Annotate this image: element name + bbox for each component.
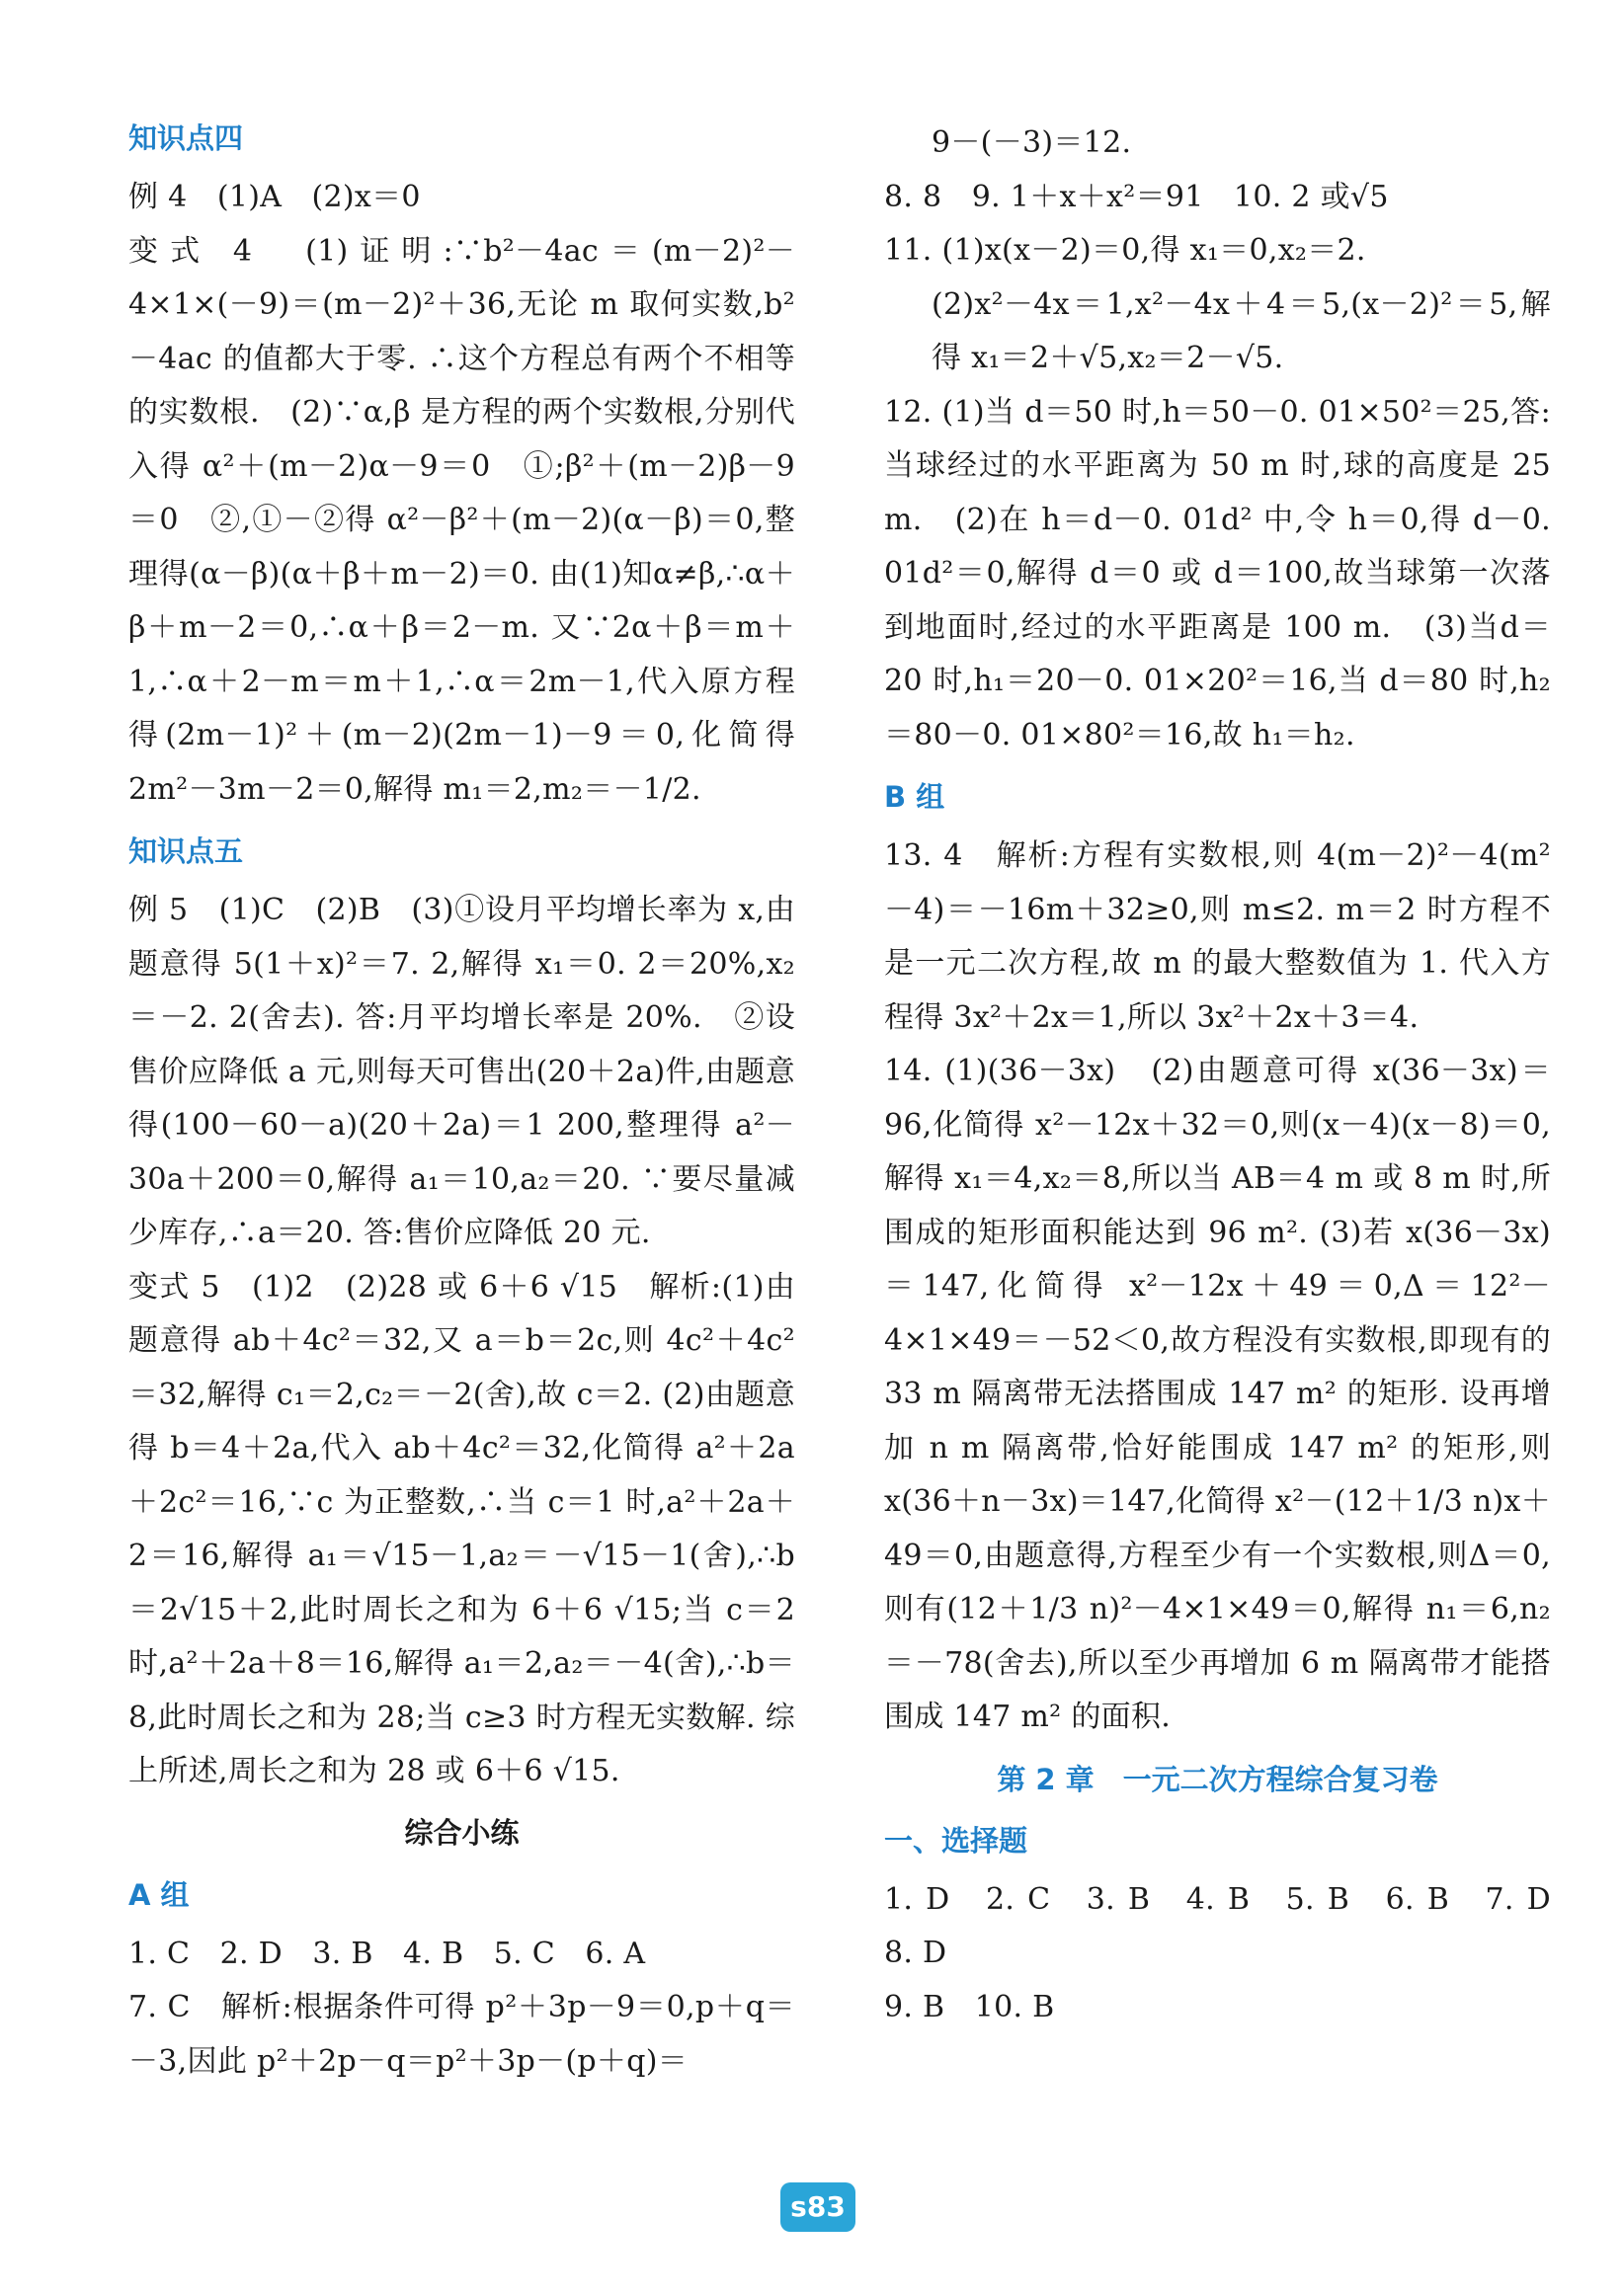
variant-4: 变式 4 (1)证明:∵b²－4ac＝(m－2)²－4×1×(－9)＝(m－2)²＋36,无论 m 取何实数,b²－4ac 的值都大于零. ∴这个方程总有两个不相等的实数根. (2)∵α,β 是方程的两个实数根,分别代入得 α²＋(m－2)α－9＝0 ①;β²＋(m－2)β－9＝0 ②,①－②得 α²－β²＋(m－2)(α－β)＝0,整理得(α－β)(α＋β＋m－2)＝0. 由(1)知α≠β,∴α＋β＋m－2＝0,∴α＋β＝2－m. 又∵2α＋β＝m＋1,∴α＋2－m＝m＋1,∴α＝2m－1,代入原方程得(2m－1)²＋(m－2)(2m－1)－9＝0,化简得 2m²－3m－2＝0,解得 m₁＝2,m₂＝－1/2. bbox=[128, 233, 795, 807]
question-11-1: 11. (1)x(x－2)＝0,得 x₁＝0,x₂＝2. bbox=[884, 233, 1366, 268]
question-13: 13. 4 解析:方程有实数根,则 4(m－2)²－4(m²－4)＝－16m＋32≥0,则 m≤2. m＝2 时方程不是一元二次方程,故 m 的最大整数值为 1. 代入方程得 3x²＋2x＝1,所以 3x²＋2x＋3＝4. bbox=[884, 838, 1551, 1035]
kp5-heading: 知识点五 bbox=[128, 834, 244, 868]
answers-8-10: 8. 8 9. 1＋x＋x²＝91 10. 2 或√5 bbox=[884, 179, 1389, 214]
question-11-2: (2)x²－4x＝1,x²－4x＋4＝5,(x－2)²＝5,解得 x₁＝2＋√5,x₂＝2－√5. bbox=[932, 286, 1551, 375]
kp4-heading: 知识点四 bbox=[128, 121, 244, 155]
question-7: 7. C 解析:根据条件可得 p²＋3p－9＝0,p＋q＝－3,因此 p²＋2p－q＝p²＋3p－(p＋q)＝ bbox=[128, 1990, 795, 2079]
variant-5: 变式 5 (1)2 (2)28 或 6＋6 √15 解析:(1)由题意得 ab＋4c²＝32,又 a＝b＝2c,则 4c²＋4c²＝32,解得 c₁＝2,c₂＝－2(舍),故 c＝2. (2)由题意得 b＝4＋2a,代入 ab＋4c²＝32,化简得 a²＋2a＋2c²＝16,∵c 为正整数,∴当 c＝1 时,a²＋2a＋2＝16,解得 a₁＝√15－1,a₂＝－√15－1(舍),∴b＝2√15＋2,此时周长之和为 6＋6 √15;当 c＝2 时,a²＋2a＋8＝16,解得 a₁＝2,a₂＝－4(舍),∴b＝8,此时周长之和为 28;当 c≥3 时方程无实数解. 综上所述,周长之和为 28 或 6＋6 √15. bbox=[128, 1269, 795, 1788]
example-4: 例 4 (1)A (2)x＝0 bbox=[128, 180, 421, 214]
left-column bbox=[128, 104, 795, 2089]
question-14: 14. (1)(36－3x) (2)由题意可得 x(36－3x)＝96,化简得 x²－12x＋32＝0,则(x－4)(x－8)＝0,解得 x₁＝4,x₂＝8,所以当 AB＝4 m 或 8 m 时,所围成的矩形面积能达到 96 m². (3)若 x(36－3x)＝147,化简得 x²－12x＋49＝0,Δ＝12²－4×1×49＝－52＜0,故方程没有实数根,即现有的 33 m 隔离带无法搭围成 147 m² 的矩形. 设再增加 n m 隔离带,恰好能围成 147 m² 的矩形,则 x(36＋n－3x)＝147,化简得 x²－(12＋1/3 n)x＋49＝0,由题意得,方程至少有一个实数根,则Δ＝0,则有(12＋1/3 n)²－4×1×49＝0,解得 n₁＝6,n₂＝－78(舍去),所以至少再增加 6 m 隔离带才能搭围成 147 m² 的面积. bbox=[884, 1054, 1551, 1734]
question-7-cont: 9－(－3)＝12. bbox=[932, 125, 1132, 160]
example-5: 例 5 (1)C (2)B (3)①设月平均增长率为 x,由题意得 5(1＋x)²＝7. 2,解得 x₁＝0. 2＝20%,x₂＝－2. 2(舍去). 答:月平均增长率是 20%. ②设售价应降低 a 元,则每天可售出(20＋2a)件,由题意得(100－60－a)(20＋2a)＝1 200,整理得 a²－30a＋200＝0,解得 a₁＝10,a₂＝20. ∵要尽量减少库存,∴a＝20. 答:售价应降低 20 元. bbox=[128, 893, 795, 1250]
section-1-heading: 一、选择题 bbox=[884, 1823, 1028, 1858]
group-a-answers: 1. C 2. D 3. B 4. B 5. C 6. A bbox=[128, 1936, 646, 1971]
question-12: 12. (1)当 d＝50 时,h＝50－0. 01×50²＝25,答:当球经过的水平距离为 50 m 时,球的高度是 25 m. (2)在 h＝d－0. 01d² 中,令 h＝0,得 d－0. 01d²＝0,解得 d＝0 或 d＝100,故当球第一次落到地面时,经过的水平距离是 100 m. (3)当d＝20 时,h₁＝20－0. 01×20²＝16,当 d＝80 时,h₂＝80－0. 01×80²＝16,故 h₁＝h₂. bbox=[884, 394, 1552, 752]
group-a-heading: A 组 bbox=[128, 1877, 190, 1912]
practice-heading: 综合小练 bbox=[404, 1815, 520, 1850]
right-column bbox=[884, 117, 1582, 2034]
choice-answers-1: 1. D 2. C 3. B 4. B 5. B 6. B 7. D 8. D bbox=[884, 1881, 1582, 1970]
page-number-badge: s83 bbox=[780, 2182, 855, 2232]
choice-answers-2: 9. B 10. B bbox=[884, 1989, 1055, 2024]
chapter-2-heading: 第 2 章 一元二次方程综合复习卷 bbox=[997, 1762, 1438, 1796]
group-b-heading: B 组 bbox=[884, 780, 945, 814]
